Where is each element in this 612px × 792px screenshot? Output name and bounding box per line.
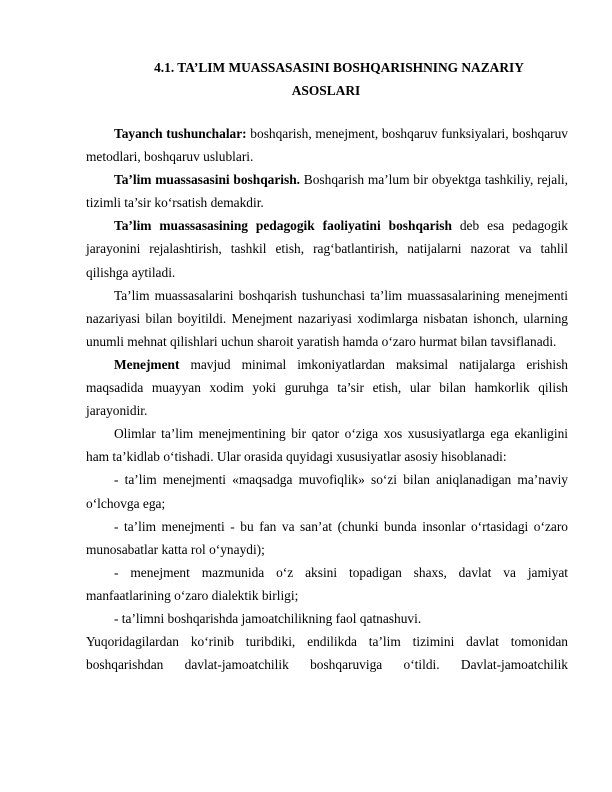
section-heading-line-2: ASOSLARI (291, 83, 361, 98)
paragraph-key-concepts (86, 122, 568, 168)
paragraph-lead: Ta’lim muassasasini boshqarish. (114, 172, 301, 188)
document-body (86, 122, 568, 676)
paragraph-text: - ta’lim menejmenti - bu fan va san’at (chunki bunda insonlar o‘rtasidagi o‘zaro munosabatlar katta rol o‘ynaydi); (86, 518, 568, 557)
paragraph-text: mavjud minimal imkoniyatlardan maksimal natijalarga erishish maqsadida muayyan xodim yoki guruhga ta’sir etish, ular bilan hamkorlik qilish jarayonidir. (86, 356, 568, 419)
paragraph-pedagogical-management (86, 214, 568, 283)
paragraph-text: Yuqoridagilardan ko‘rinib turibdiki, endilikda ta’lim tizimini davlat tomonidan boshqarishdan davlat-jamoatchilik boshqaruviga o‘tildi. Davlat-jamoatchilik (86, 634, 568, 673)
section-heading-line-1: 4.1. TA’LIM MUASSASASINI BOSHQARISHNING NAZARIY (154, 60, 524, 75)
paragraph-text: deb esa pedagogik jarayonini rejalashtirish, tashkil etish, rag‘batlantirish, natijalarni nazorat va tahlil qilishga aytiladi. (86, 218, 568, 280)
paragraph-text: - ta’lim menejmenti «maqsadga muvofiqlik» so‘zi bilan aniqlanadigan ma’naviy o‘lchovga ega; (86, 472, 568, 511)
paragraph-management-theory (86, 284, 568, 353)
paragraph-conclusion (86, 630, 568, 676)
list-item-feature-1 (86, 468, 568, 514)
paragraph-features-intro (86, 422, 568, 468)
paragraph-text: - menejment mazmunida o‘z aksini topadigan shaxs, davlat va jamiyat manfaatlarining o‘zaro dialektik birligi; (86, 564, 568, 603)
paragraph-lead: Tayanch tushunchalar: (114, 126, 247, 141)
paragraph-lead: Ta’lim muassasasining pedagogik faoliyatini boshqarish (114, 218, 452, 234)
paragraph-text: Boshqarish ma’lum bir obyektga tashkiliy, rejali, tizimli ta’sir ko‘rsatish demakdir. (86, 172, 568, 211)
paragraph-text: boshqarish, menejment, boshqaruv funksiyalari, boshqaruv metodlari, boshqaruv uslublari. (86, 126, 569, 165)
paragraph-institution-management (86, 168, 568, 214)
paragraph-management-definition (86, 353, 568, 422)
section-heading (86, 56, 566, 102)
list-item-feature-2 (86, 515, 568, 561)
paragraph-text: Ta’lim muassasalarini boshqarish tushunchasi ta’lim muassasalarining menejmenti nazariyasi bilan boyitildi. Menejment nazariyasi xodimlarga nisbatan ishonch, ularning unumli mehnat qilishlari uchun sharoit yaratish hamda o‘zaro hurmat bilan tavsiflanadi. (86, 287, 568, 349)
paragraph-lead: Menejment (114, 356, 180, 372)
paragraph-text: - ta’limni boshqarishda jamoatchilikning faol qatnashuvi. (114, 610, 422, 626)
list-item-feature-3 (86, 561, 568, 607)
paragraph-text: Olimlar ta’lim menejmentining bir qator o‘ziga xos xususiyatlarga ega ekanligini ham ta’kidlab o‘tishadi. Ular orasida quyidagi xususiyatlar asosiy hisoblanadi: (86, 426, 568, 465)
list-item-feature-4 (86, 607, 568, 630)
